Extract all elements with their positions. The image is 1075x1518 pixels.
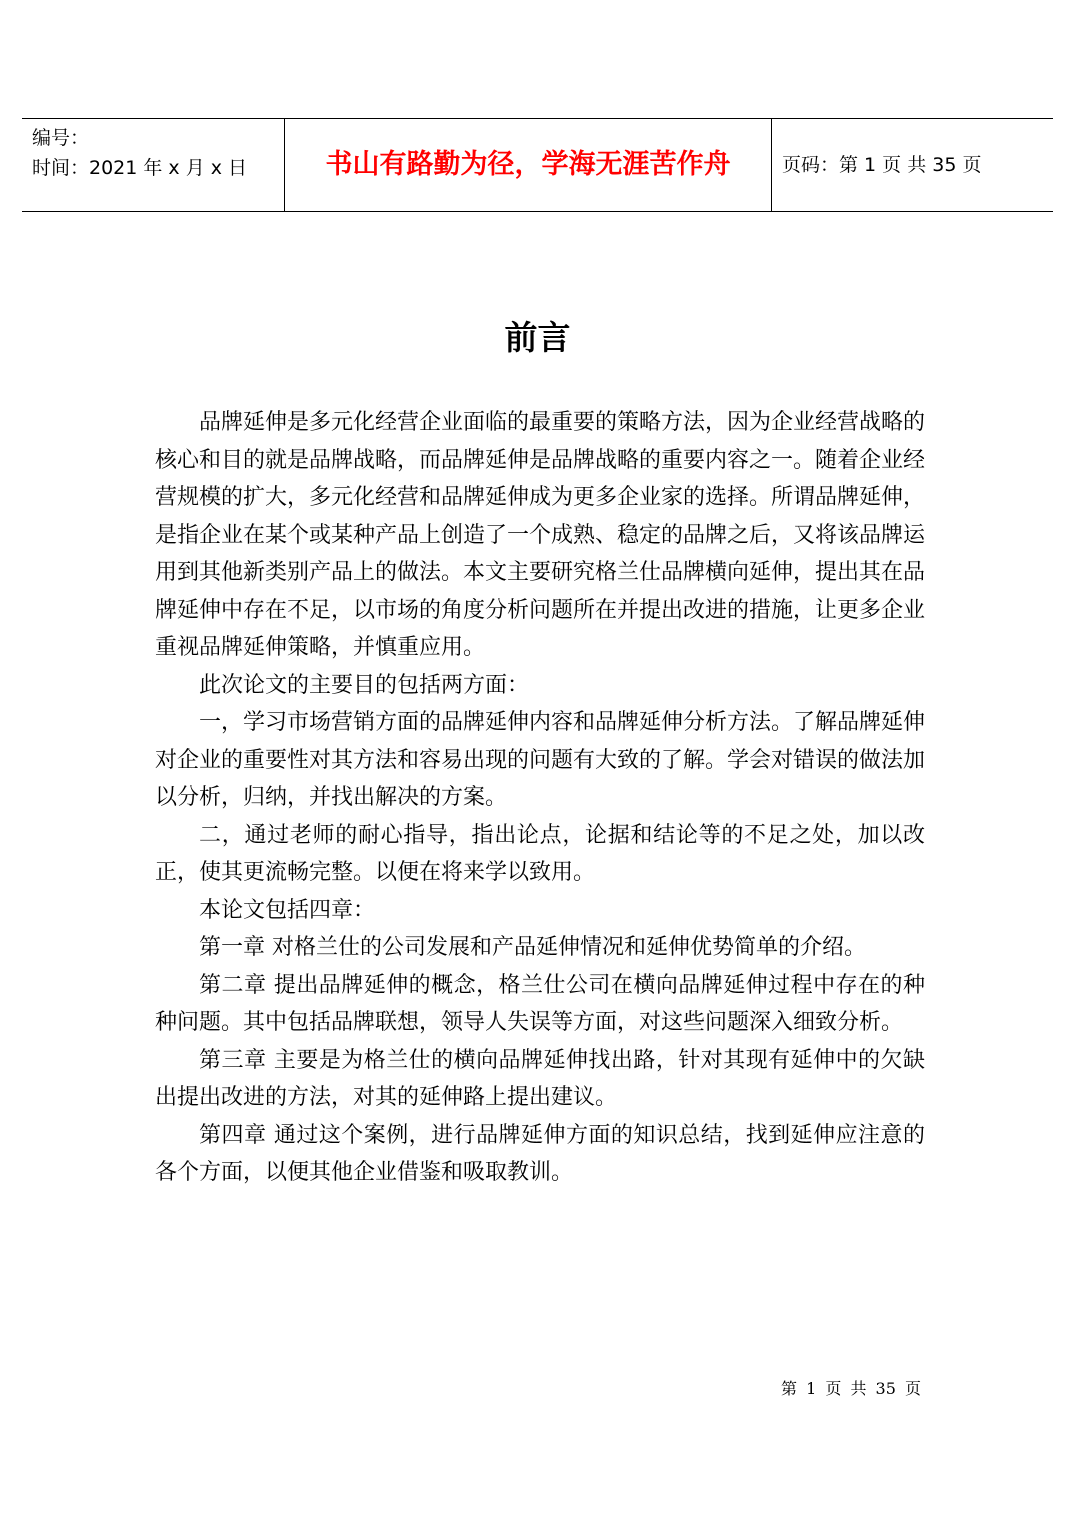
paragraph-chapter-three: 第三章 主要是为格兰仕的横向品牌延伸找出路，针对其现有延伸中的欠缺出提出改进的方法，对其的延伸路上提出建议。: [155, 1047, 925, 1110]
paragraph-chapters-heading: 本论文包括四章：: [199, 897, 376, 923]
paragraph-purpose-heading: 此次论文的主要目的包括两方面：: [199, 672, 530, 698]
page-footer: 第 1 页 共 35 页: [781, 1379, 921, 1398]
paragraph-purpose-one: 一，学习市场营销方面的品牌延伸内容和品牌延伸分析方法。了解品牌延伸对企业的重要性对其方法和容易出现的问题有大致的了解。学会对错误的做法加以分析，归纳，并找出解决的方案。: [155, 710, 926, 810]
document-header: [22, 118, 1053, 212]
header-page-info: 页码：第 1 页 共 35 页: [782, 154, 982, 176]
header-code-label: 编号：: [32, 127, 90, 149]
paragraph-purpose-two: 二，通过老师的耐心指导，指出论点，论据和结论等的不足之处，加以改正，使其更流畅完整。以便在将来学以致用。: [155, 822, 925, 885]
header-meta: [32, 123, 247, 183]
header-divider-right: [771, 119, 772, 211]
paragraph-intro: 品牌延伸是多元化经营企业面临的最重要的策略方法，因为企业经营战略的核心和目的就是品牌战略，而品牌延伸是品牌战略的重要内容之一。随着企业经营规模的扩大，多元化经营和品牌延伸成为更多企业家的选择。所谓品牌延伸，是指企业在某个或某种产品上创造了一个成熟、稳定的品牌之后，又将该品牌运用到其他新类别产品上的做法。本文主要研究格兰仕品牌横向延伸，提出其在品牌延伸中存在不足，以市场的角度分析问题所在并提出改进的措施，让更多企业重视品牌延伸策略，并慎重应用。: [155, 410, 926, 660]
page-title: 前言: [504, 318, 571, 357]
paragraph-chapter-four: 第四章 通过这个案例，进行品牌延伸方面的知识总结，找到延伸应注意的各个方面，以便其他企业借鉴和吸取教训。: [155, 1122, 925, 1185]
header-time-label: 时间：2021 年 x 月 x 日: [32, 157, 248, 179]
paragraph-chapter-one: 第一章 对格兰仕的公司发展和产品延伸情况和延伸优势简单的介绍。: [199, 935, 866, 960]
document-body: [155, 404, 925, 1192]
header-motto: 书山有路勤为径，学海无涯苦作舟: [325, 149, 731, 180]
paragraph-chapter-two: 第二章 提出品牌延伸的概念，格兰仕公司在横向品牌延伸过程中存在的种种问题。其中包括品牌联想，领导人失误等方面，对这些问题深入细致分析。: [155, 972, 925, 1035]
